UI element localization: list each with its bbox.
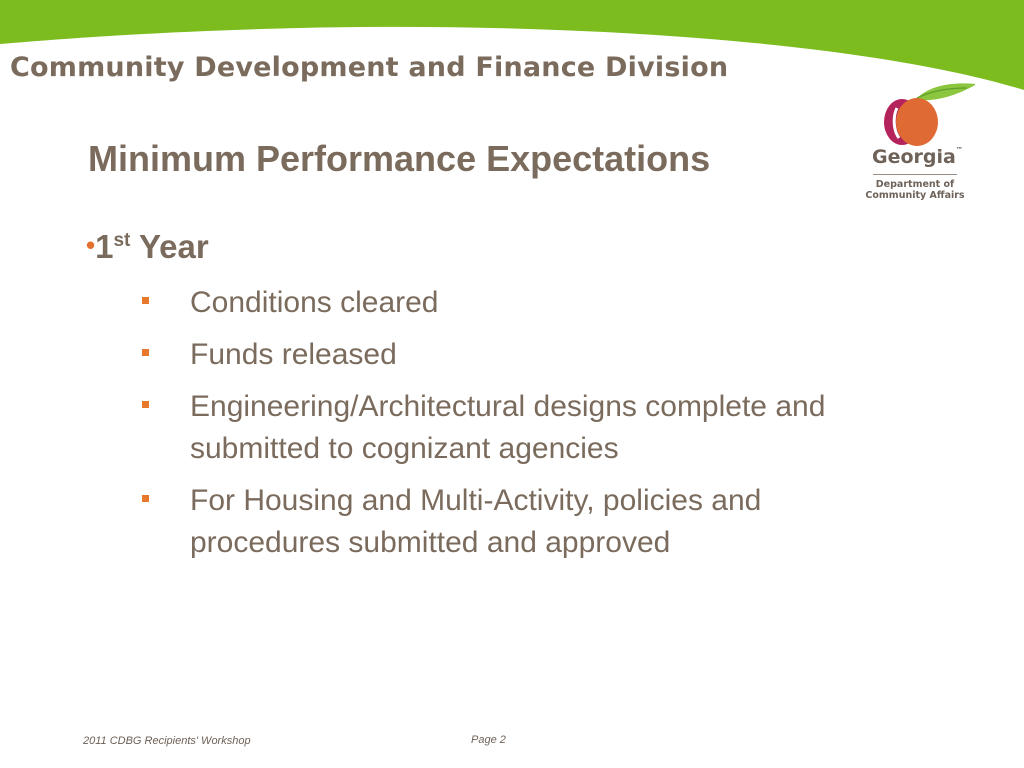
square-bullet-icon <box>142 495 149 502</box>
square-bullet-icon <box>142 401 149 408</box>
logo-divider <box>873 174 957 175</box>
bullet-dot-icon: • <box>86 230 96 260</box>
square-bullet-icon <box>142 349 149 356</box>
slide-title: Minimum Performance Expectations <box>88 138 711 179</box>
square-bullet-icon <box>142 297 149 304</box>
footer-page-number: Page 2 <box>471 734 506 746</box>
bullet-superscript: st <box>113 230 131 251</box>
list-item-text: Engineering/Architectural designs complete and submitted to cognizant agencies <box>190 390 826 465</box>
list-item-text: Funds released <box>190 338 397 371</box>
logo-department-text: Department of Community Affairs <box>865 179 965 201</box>
bullet-label: Year <box>130 228 209 265</box>
peach-icon <box>855 78 975 148</box>
sub-bullet-list <box>140 282 900 574</box>
division-title: Community Development and Finance Division <box>10 52 729 83</box>
list-item-text: For Housing and Multi-Activity, policies and procedures submitted and approved <box>190 484 762 559</box>
logo-georgia-text: Georgia™ <box>872 146 963 168</box>
list-item-text: Conditions cleared <box>190 286 439 319</box>
footer-event-name: 2011 CDBG Recipients' Workshop <box>83 735 251 747</box>
list-item <box>140 386 900 470</box>
list-item <box>140 334 900 376</box>
list-item <box>140 480 900 564</box>
bullet-first-year <box>86 228 209 266</box>
list-item <box>140 282 900 324</box>
bullet-prefix: 1 <box>95 228 114 265</box>
georgia-dca-logo <box>855 78 975 203</box>
